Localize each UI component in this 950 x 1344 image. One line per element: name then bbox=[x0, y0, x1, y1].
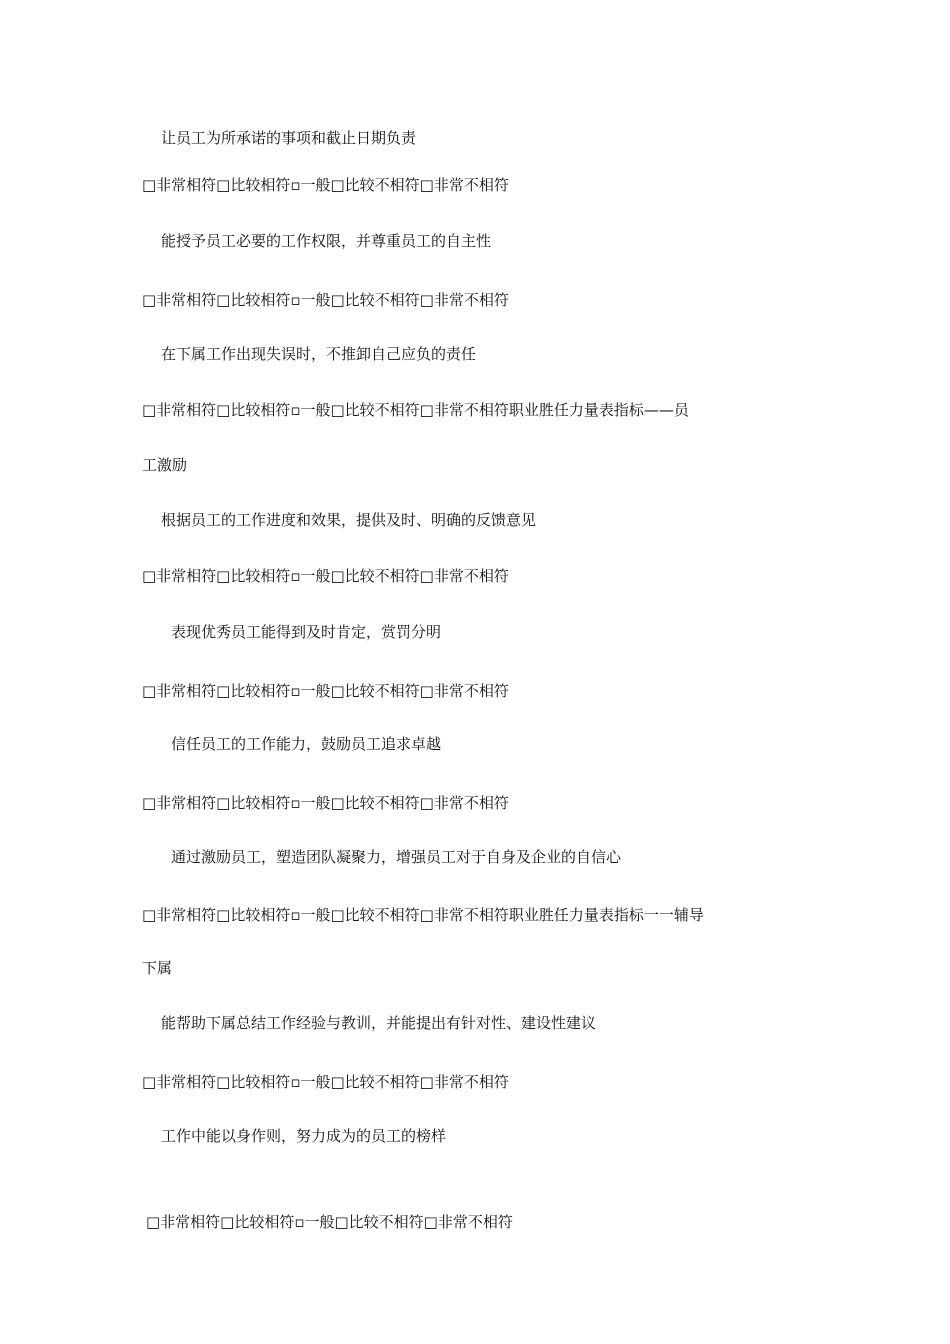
question-coaching: 能帮助下属总结工作经验与教训，并能提出有针对性、建设性建议 bbox=[161, 1014, 597, 1032]
question-recognition: 表现优秀员工能得到及时肯定，赏罚分明 bbox=[171, 623, 442, 641]
section-heading-continuation: 工激励 bbox=[142, 456, 188, 474]
question-role-model: 工作中能以身作则，努力成为的员工的榜样 bbox=[161, 1127, 447, 1145]
rating-options-with-section-heading[interactable]: □非常相符□比较相符▫一般□比较不相符□非常不相符职业胜任力量表指标一一辅导 bbox=[142, 906, 704, 924]
rating-options[interactable]: □非常相符□比较相符▫一般□比较不相符□非常不相符 bbox=[142, 176, 509, 194]
rating-options-with-section-heading[interactable]: □非常相符□比较相符▫一般□比较不相符□非常不相符职业胜任力量表指标——员 bbox=[142, 401, 689, 419]
rating-options[interactable]: □非常相符□比较相符▫一般□比较不相符□非常不相符 bbox=[142, 1073, 509, 1091]
rating-options[interactable]: □非常相符□比较相符▫一般□比较不相符□非常不相符 bbox=[146, 1213, 513, 1231]
question-feedback: 根据员工的工作进度和效果，提供及时、明确的反馈意见 bbox=[161, 511, 537, 529]
question-cohesion: 通过激励员工，塑造团队凝聚力，增强员工对于自身及企业的自信心 bbox=[171, 848, 622, 866]
rating-options[interactable]: □非常相符□比较相符▫一般□比较不相符□非常不相符 bbox=[142, 291, 509, 309]
section-heading-continuation: 下属 bbox=[142, 959, 173, 977]
rating-options[interactable]: □非常相符□比较相符▫一般□比较不相符□非常不相符 bbox=[142, 682, 509, 700]
question-responsibility: 在下属工作出现失误时，不推卸自己应负的责任 bbox=[161, 345, 477, 363]
rating-options[interactable]: □非常相符□比较相符▫一般□比较不相符□非常不相符 bbox=[142, 567, 509, 585]
question-trust: 信任员工的工作能力，鼓励员工追求卓越 bbox=[171, 735, 442, 753]
question-authority: 能授予员工必要的工作权限，并尊重员工的自主性 bbox=[161, 232, 492, 250]
question-accountability: 让员工为所承诺的事项和截止日期负责 bbox=[161, 129, 417, 147]
rating-options[interactable]: □非常相符□比较相符▫一般□比较不相符□非常不相符 bbox=[142, 794, 509, 812]
